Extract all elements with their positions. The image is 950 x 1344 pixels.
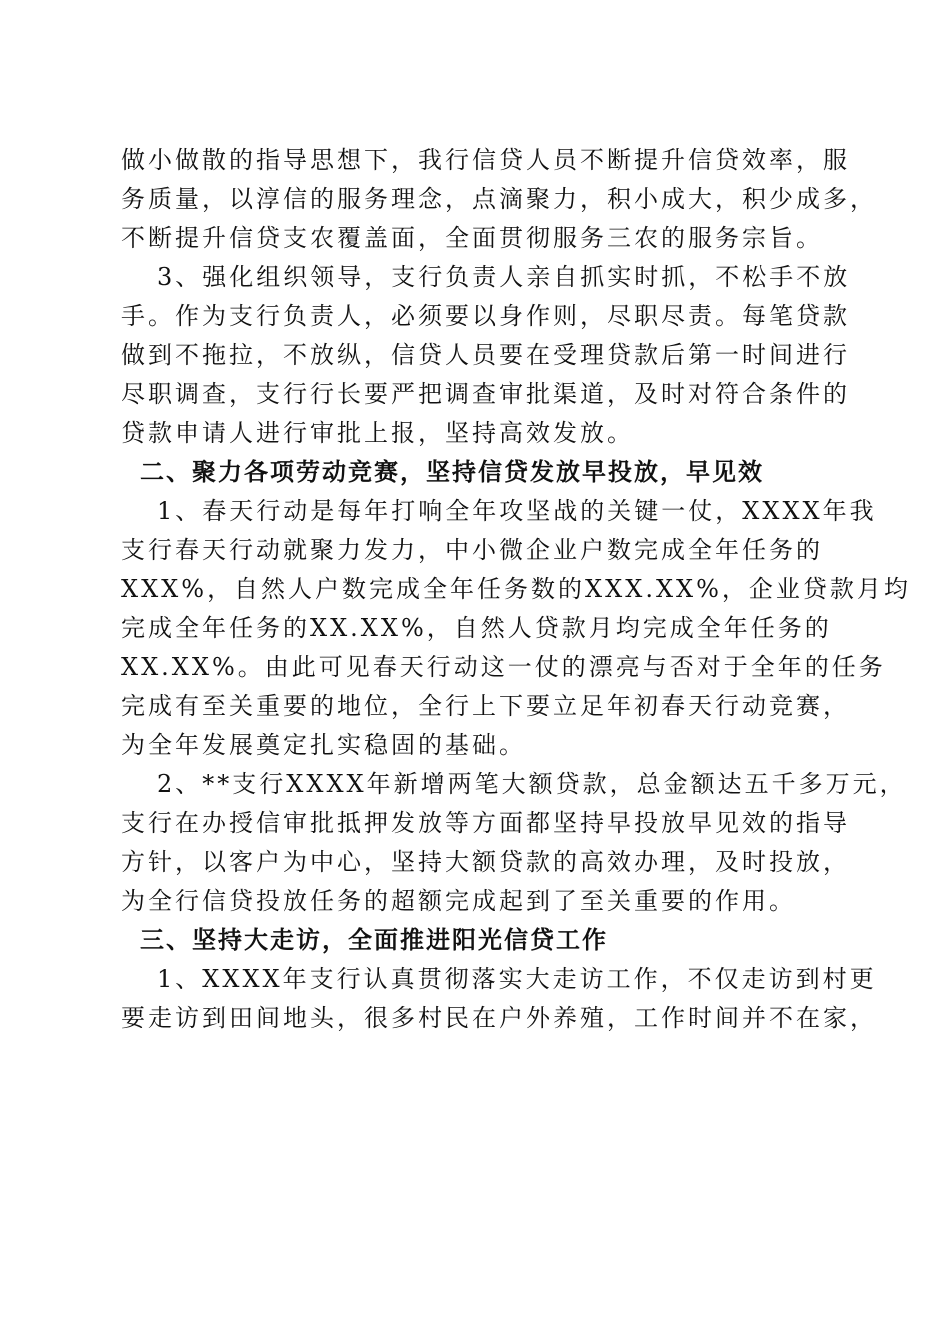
text-line: 为全行信贷投放任务的超额完成起到了至关重要的作用。 (121, 887, 796, 915)
text-line: 做到不拖拉，不放纵，信贷人员要在受理贷款后第一时间进行 (121, 341, 850, 369)
text-line: 完成全年任务的XX.XX%，自然人贷款月均完成全年任务的 (121, 614, 832, 642)
text-line: 方针，以客户为中心，坚持大额贷款的高效办理，及时投放， (121, 848, 850, 876)
text-line: 手。作为支行负责人，必须要以身作则，尽职尽责。每笔贷款 (121, 302, 850, 330)
text-line: 1、XXXX年支行认真贯彻落实大走访工作，不仅走访到村更 (157, 965, 877, 993)
text-line: 支行在办授信审批抵押发放等方面都坚持早投放早见效的指导 (121, 809, 850, 837)
text-line: 1、春天行动是每年打响全年攻坚战的关键一仗，XXXX年我 (157, 497, 877, 525)
text-line: 贷款申请人进行审批上报，坚持高效发放。 (121, 419, 634, 447)
paragraph-visits (121, 960, 877, 1038)
section-heading: 三、坚持大走访，全面推进阳光信贷工作 (140, 926, 608, 954)
text-line: 尽职调查，支行行长要严把调查审批渠道，及时对符合条件的 (121, 380, 850, 408)
text-line: 支行春天行动就聚力发力，中小微企业户数完成全年任务的 (121, 536, 823, 564)
paragraph-leadership (121, 258, 851, 453)
text-line: 3、强化组织领导，支行负责人亲自抓实时抓，不松手不放 (157, 263, 851, 291)
paragraph-service-philosophy (121, 141, 877, 258)
section-heading-2 (121, 453, 833, 492)
paragraph-large-loans (121, 765, 907, 921)
text-line: 做小做散的指导思想下，我行信贷人员不断提升信贷效率，服 (121, 146, 850, 174)
text-line: 不断提升信贷支农覆盖面，全面贯彻服务三农的服务宗旨。 (121, 224, 823, 252)
section-heading-3 (121, 921, 833, 960)
text-line: 2、**支行XXXX年新增两笔大额贷款，总金额达五千多万元， (157, 770, 907, 798)
paragraph-spring-action (121, 492, 911, 765)
section-heading: 二、聚力各项劳动竞赛，坚持信贷发放早投放，早见效 (140, 458, 764, 486)
text-line: 为全年发展奠定扎实稳固的基础。 (121, 731, 526, 759)
text-line: 完成有至关重要的地位，全行上下要立足年初春天行动竞赛， (121, 692, 850, 720)
text-line: XXX%，自然人户数完成全年任务数的XXX.XX%，企业贷款月均 (121, 575, 911, 603)
text-line: 要走访到田间地头，很多村民在户外养殖，工作时间并不在家， (121, 1004, 877, 1032)
text-line: 务质量，以淳信的服务理念，点滴聚力，积小成大，积少成多， (121, 185, 877, 213)
text-line: XX.XX%。由此可见春天行动这一仗的漂亮与否对于全年的任务 (121, 653, 886, 681)
document-body (121, 141, 911, 1038)
